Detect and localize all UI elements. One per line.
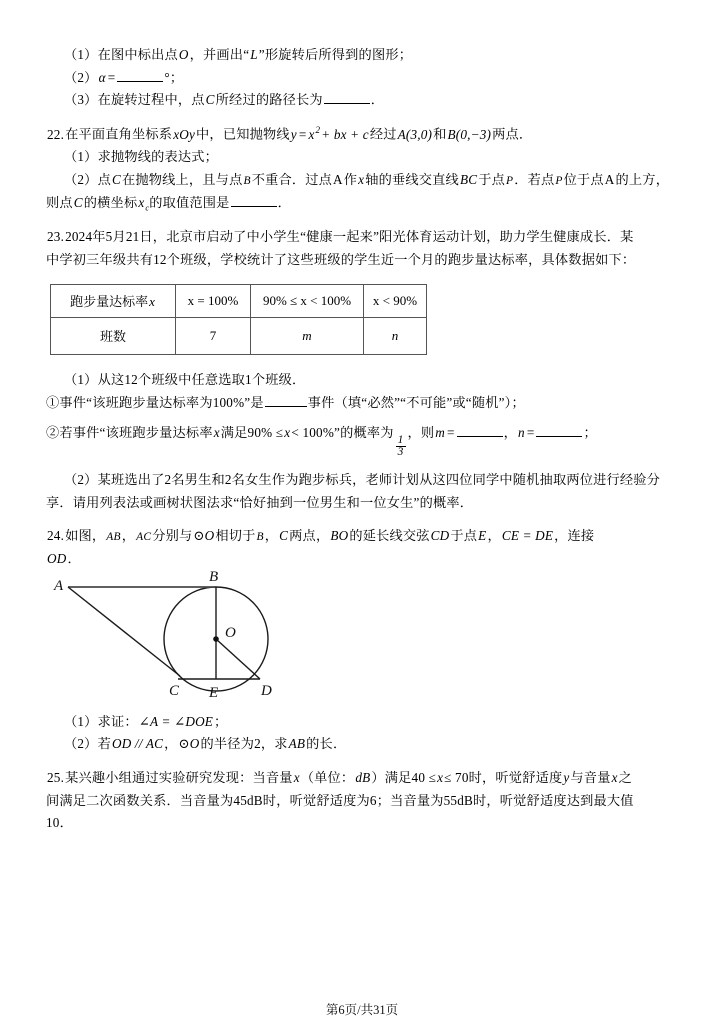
table-cell-value-1: 7 [176, 317, 251, 354]
q23-number: 23. [47, 229, 65, 245]
label-A: A [54, 577, 64, 594]
question-24 [46, 525, 678, 756]
question-25 [46, 767, 678, 835]
q22-p2-l2a: 则点 [46, 194, 73, 210]
q23-part-1-b [46, 422, 678, 459]
q24-p1-math: ∠A = ∠DOE [138, 713, 214, 729]
q23-p1b-x: x [213, 425, 220, 441]
q22-p2-P2: P [555, 174, 563, 187]
q21-item2-prefix: （2） [64, 69, 98, 85]
q25-l1c: ）满足40 ≤ [371, 770, 437, 786]
table-cell-n: n [391, 327, 399, 343]
q23-p1b-mid: 满足90% ≤ [220, 425, 284, 441]
q21-item1-var: O [178, 47, 189, 62]
q25-l1x: x [293, 770, 300, 786]
q22-p2-xc: x [138, 194, 145, 210]
q22-p2-l2b: 的横坐标 [83, 194, 138, 210]
q22-p2-d: 作 [343, 171, 358, 187]
q24-stem-f: 于点 [450, 528, 478, 544]
q25-l1e: 与音量 [570, 770, 611, 786]
q24-BO: BO [330, 528, 349, 544]
q25-l1db: dB [355, 770, 371, 786]
q22-p2-C2: C [73, 194, 83, 210]
q21-item3-end: ． [370, 92, 385, 108]
q22-p2-h: 位于点 [563, 171, 604, 187]
q24-B: B [256, 531, 264, 544]
q24-circle-o: ⊙O [193, 528, 215, 544]
q24-p1-prefix: （1）求证： [64, 713, 138, 729]
q23-p2-l2: 享．请用列表法或画树状图法求“恰好抽到一位男生和一位女生”的概率． [46, 494, 474, 510]
q22-xoy: xOy [173, 126, 196, 142]
q22-stem-d: 两点． [492, 126, 533, 142]
q21-item2-var: α [98, 69, 106, 85]
label-D: D [261, 682, 272, 699]
question-22 [46, 123, 678, 215]
q24-stem-e: 的延长线交弦 [349, 528, 430, 544]
q22-p2-A2: A [604, 171, 615, 187]
q23-part1-text: （1）从这12个班级中任意选取1个班级． [64, 371, 306, 387]
q22-p2-P: P [505, 174, 514, 187]
point-o-dot [213, 636, 219, 642]
q24-C: C [279, 528, 289, 544]
table-cell-value-2 [251, 317, 364, 354]
q22-stem-a: 在平面直角坐标系 [65, 126, 173, 142]
q24-comma3: ， [487, 528, 501, 544]
q25-l1d: ≤ 70时，听觉舒适度 [444, 770, 563, 786]
q21-item1-shape: L [250, 47, 258, 62]
q22-p2-end: ． [277, 194, 291, 210]
q22-stem [46, 123, 678, 146]
q21-item3-tail: 所经过的路径长为 [215, 92, 323, 108]
q23-part-2-line2 [46, 492, 678, 515]
q24-stem-line2 [46, 548, 678, 571]
q24-stem-h: ． [67, 550, 81, 566]
q25-l1a: 某兴趣小组通过实验研究发现：当音量 [65, 770, 293, 786]
q23-stem-line1 [46, 226, 678, 249]
q24-p2-mid: ， [164, 736, 178, 752]
q22-stem-c: 经过 [369, 126, 397, 142]
q24-stem-a: 如图， [65, 528, 106, 544]
q22-part1-text: （1）求抛物线的表达式； [64, 149, 219, 165]
label-E: E [209, 684, 219, 701]
table-header-label [51, 284, 176, 317]
q25-l1x2: x [437, 770, 444, 786]
q24-stem-g: ，连接 [554, 528, 595, 544]
q24-CD: CD [430, 528, 450, 544]
q24-p2-prefix: （2）若 [64, 736, 111, 752]
q24-stem-d: 两点， [289, 528, 330, 544]
statistics-table [50, 284, 427, 355]
segment-ac [68, 587, 180, 676]
q24-AB: AB [106, 531, 121, 544]
q23-p1a-blank[interactable] [265, 393, 307, 407]
q22-stem-and: 和 [433, 126, 447, 142]
q25-l1b: （单位： [300, 770, 355, 786]
table-cell-m: m [302, 327, 312, 343]
q24-p2-AB: AB [288, 736, 306, 752]
q25-l3: 10． [46, 815, 73, 831]
q23-p1b-eq: = [447, 425, 455, 441]
q22-p2-f: 于点 [478, 171, 505, 187]
q24-stem-b: 分别与 [152, 528, 193, 544]
q23-p1b-m: m [435, 425, 446, 441]
q22-stem-b: 中，已知抛物线 [196, 126, 290, 142]
q21-item2-blank[interactable] [117, 68, 163, 82]
q22-p2-g: ．若点 [514, 171, 555, 187]
table-cell-value-3 [364, 317, 427, 354]
q24-p2-parallel: OD // AC [111, 736, 164, 752]
q22-p2-BC: BC [459, 171, 478, 187]
q21-item3-var: C [205, 92, 215, 108]
q21-item3-blank[interactable] [324, 91, 370, 105]
q24-comma1: ， [121, 528, 136, 544]
question-23 [46, 226, 678, 514]
q22-part-1 [46, 146, 678, 169]
q25-l1y: y [563, 770, 570, 786]
q22-p2-xc-sub: c [145, 203, 150, 213]
q23-p2-l1: （2）某班选出了2名男生和2名女生作为跑步标兵，老师计划从这四位同学中随机抽取两位进行经验分 [64, 471, 661, 487]
q22-p2-l2c: 的取值范围是 [149, 194, 230, 210]
q24-p2-suffix: 的长． [306, 736, 347, 752]
label-O: O [225, 624, 236, 641]
q24-p1-suffix: ； [214, 713, 228, 729]
q23-p1b-blank-m[interactable] [457, 424, 503, 438]
q23-stem-l1: 2024年5月21日，北京市启动了中小学生“健康一起来”阳光体育运动计划，助力学生健康成长．某 [65, 229, 634, 245]
q21-item2-eq: = [107, 69, 116, 85]
q23-p1b-n: n [518, 425, 525, 441]
q24-p2-mid2: 的半径为2，求 [200, 736, 288, 752]
table-row [51, 317, 427, 354]
page-content [46, 44, 678, 835]
table-row [51, 284, 427, 317]
q24-p2-circle: ⊙O [178, 736, 200, 752]
q22-p2-b: 在抛物线上，且与点 [121, 171, 243, 187]
q22-eq-x: x [308, 126, 315, 142]
q22-p2-C: C [111, 171, 121, 187]
fraction-denominator: 3 [397, 446, 404, 459]
q25-number: 25. [47, 770, 65, 786]
q21-item2-unit: °； [164, 69, 184, 85]
q24-CE-DE: CE = DE [501, 528, 554, 544]
q24-AC: AC [136, 531, 152, 544]
q23-p1b-prefix: ②若事件“该班跑步量达标率 [46, 425, 213, 441]
q21-item1-tail: ，并画出“ [189, 47, 250, 62]
q23-part-1-a [46, 392, 678, 415]
q23-part-1 [46, 369, 678, 392]
table-header-col2: 90% ≤ x < 100% [251, 284, 364, 317]
q21-item-2 [46, 67, 678, 90]
q23-table-wrapper [50, 284, 678, 355]
q25-l1f: 之 [618, 770, 633, 786]
q25-line2 [46, 790, 678, 813]
q22-p2-c: 不重合．过点 [251, 171, 333, 187]
q22-point-a: A(3,0) [397, 126, 433, 142]
circle-tangent-diagram [46, 571, 346, 703]
q22-eq-pow: 2 [315, 125, 321, 136]
q25-line3 [46, 812, 678, 835]
q23-p1b-mid2: < 100%”的概率为 [291, 425, 394, 441]
segment-od [216, 639, 260, 679]
q23-p1a-suffix: 事件（填“必然”“不可能”或“随机”）； [307, 394, 525, 410]
table-header-label-var: x [149, 294, 155, 310]
q21-item-1 [46, 44, 678, 67]
q22-part-2-line1 [46, 169, 678, 192]
table-header-label-text: 跑步量达标率 [70, 294, 149, 310]
q23-p1b-blank-n[interactable] [536, 424, 582, 438]
q22-eq-bx: + bx + c [321, 126, 369, 142]
table-row-label: 班数 [51, 317, 176, 354]
q23-p1b-end: ； [583, 425, 597, 441]
q24-stem-c: 相切于 [215, 528, 256, 544]
table-header-col1: x = 100% [176, 284, 251, 317]
q22-p2-a: （2）点 [64, 171, 111, 187]
q22-part-2-line2 [46, 192, 678, 216]
q23-p1b-eq2: = [526, 425, 535, 441]
q23-p1a-prefix: ①事件“该班跑步量达标率为100%”是 [46, 394, 264, 410]
q22-p2-B: B [243, 174, 251, 187]
q22-eq-equals: = [298, 126, 307, 142]
page-footer-text: 第6页/共31页 [325, 1003, 399, 1017]
q24-part-2 [46, 733, 678, 756]
q23-stem-line2 [46, 249, 678, 272]
q22-number: 22. [47, 126, 65, 142]
probability-fraction [396, 435, 406, 459]
q24-comma2: ， [264, 528, 279, 544]
q22-p2-blank[interactable] [231, 193, 277, 207]
q24-OD: OD [47, 550, 67, 566]
q24-part-1 [46, 711, 678, 734]
label-C: C [169, 682, 180, 699]
q23-p1b-comma: ， [503, 425, 518, 441]
fraction-numerator: 1 [397, 433, 404, 446]
q22-p2-e: 轴的垂线交直线 [365, 171, 459, 187]
page-footer [0, 1000, 724, 1018]
q25-l2: 间满足二次函数关系．当音量为45dB时，听觉舒适度为6；当音量为55dB时，听觉舒适度达到最大值 [46, 792, 634, 808]
q22-p2-x: x [358, 171, 365, 187]
table-header-col3: x < 90% [364, 284, 427, 317]
q21-item3-prefix: （3）在旋转过程中，点 [64, 92, 205, 108]
q23-p1b-x2: x [284, 425, 291, 441]
q22-p2-A: A [333, 171, 343, 187]
q22-eq-y: y [290, 126, 297, 142]
q21-item1-text: （1）在图中标出点 [64, 47, 178, 62]
q25-line1 [46, 767, 678, 790]
q23-part-2-line1 [46, 469, 678, 492]
q25-l1x3: x [611, 770, 618, 786]
q23-stem-l2: 中学初三年级共有12个班级，学校统计了这些班级的学生近一个月的跑步量达标率，具体数据如下： [46, 252, 636, 268]
question-21-items [46, 44, 678, 112]
q24-stem-line1 [46, 525, 678, 548]
q21-item-3 [46, 89, 678, 112]
q22-point-b: B(0,−3) [447, 126, 492, 142]
q21-item1-tail2: ”形旋转后所得到的图形； [258, 47, 413, 62]
q22-p2-i: 的上方， [615, 171, 670, 187]
label-B: B [209, 570, 219, 585]
q24-E: E [478, 528, 487, 544]
q24-number: 24. [47, 528, 65, 544]
q23-p1b-then: ，则 [407, 425, 435, 441]
